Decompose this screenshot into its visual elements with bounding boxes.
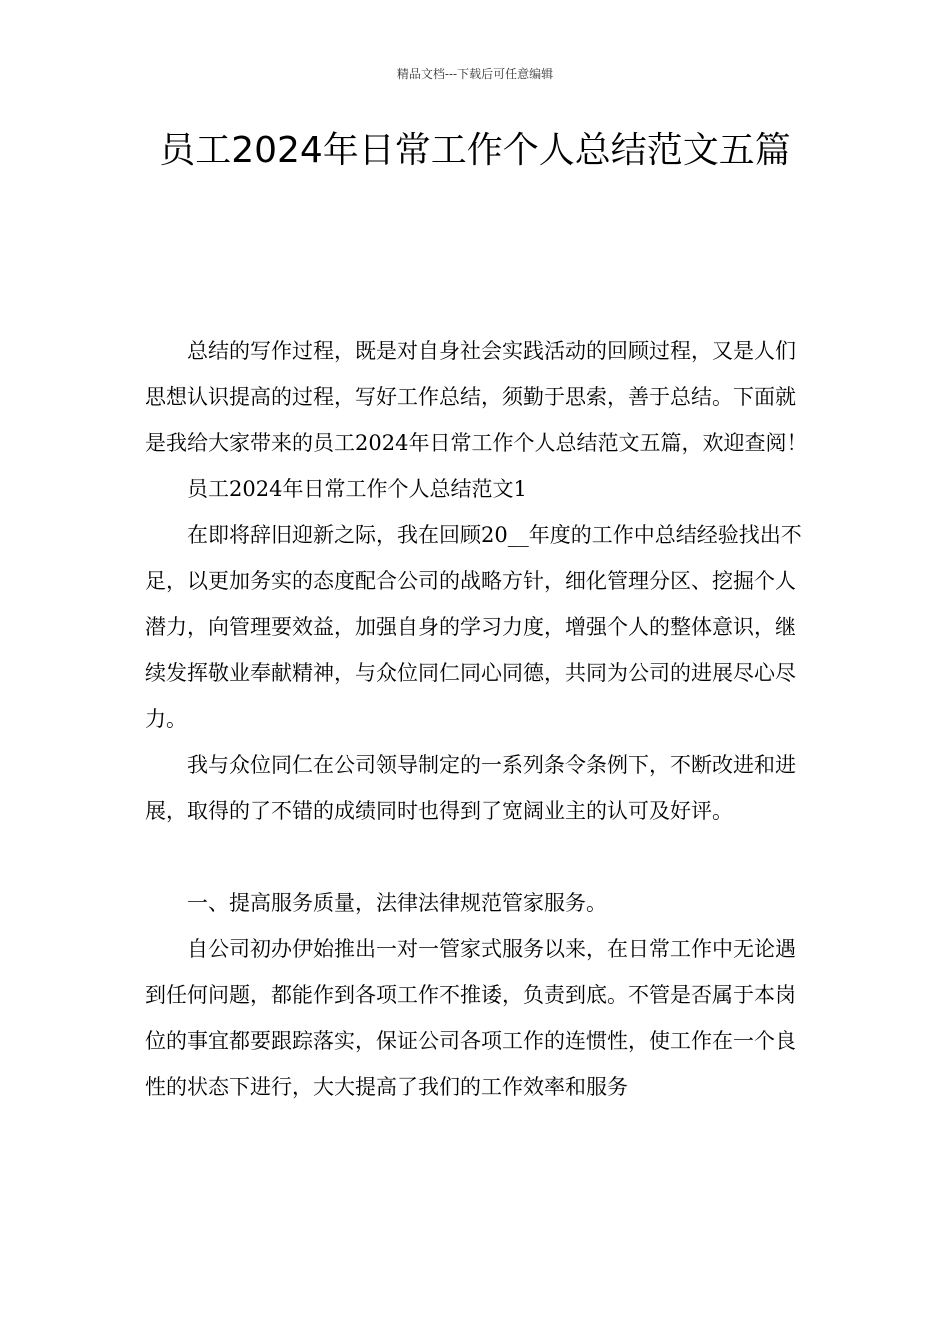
header-note: 精品文档---下载后可任意编辑 bbox=[396, 67, 554, 81]
body-paragraph: 自公司初办伊始推出一对一管家式服务以来，在日常工作中无论遇到任何问题，都能作到各项工作不推诿，负责到底。不管是否属于本岗位的事宜都要跟踪落实，保证公司各项工作的连惯性，使工作在一个良性的状态下进行，大大提高了我们的工作效率和服务 bbox=[145, 937, 796, 1099]
subsection-heading: 一、提高服务质量，法律法律规范管家服务。 bbox=[187, 891, 607, 915]
document-body bbox=[145, 328, 810, 1110]
body-paragraph: 我与众位同仁在公司领导制定的一系列条令条例下，不断改进和进展，取得的了不错的成绩同时也得到了宽阔业主的认可及好评。 bbox=[145, 753, 796, 823]
section-heading-1: 员工2024年日常工作个人总结范文1 bbox=[187, 477, 527, 501]
document-title: 员工2024年日常工作个人总结范文五篇 bbox=[159, 130, 791, 171]
intro-paragraph: 总结的写作过程，既是对自身社会实践活动的回顾过程，又是人们思想认识提高的过程，写好工作总结，须勤于思索，善于总结。下面就是我给大家带来的员工2024年日常工作个人总结范文五篇，欢迎查阅！ bbox=[145, 339, 808, 455]
body-paragraph: 在即将辞旧迎新之际，我在回顾20__年度的工作中总结经验找出不足，以更加务实的态度配合公司的战略方针，细化管理分区、挖掘个人潜力，向管理要效益，加强自身的学习力度，增强个人的整体意识，继续发挥敬业奉献精神，与众位同仁同心同德，共同为公司的进展尽心尽力。 bbox=[145, 523, 802, 731]
